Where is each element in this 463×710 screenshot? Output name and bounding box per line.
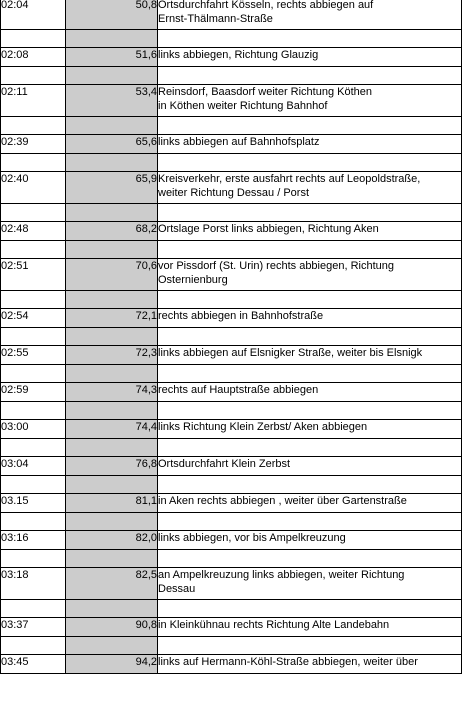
time-cell: 03:04 [1, 457, 66, 476]
direction-text: Kreisverkehr, erste ausfahrt rechts auf Leopoldstraße, [158, 173, 421, 185]
spacer-cell [1, 600, 66, 618]
km-cell: 68,2 [66, 222, 158, 241]
spacer-row [1, 550, 462, 568]
km-cell: 51,6 [66, 48, 158, 67]
spacer-cell [158, 328, 462, 346]
km-cell: 72,3 [66, 346, 158, 365]
direction-text: an Ampelkreuzung links abbiegen, weiter Richtung [158, 569, 405, 581]
spacer-cell [158, 439, 462, 457]
spacer-cell [1, 67, 66, 85]
direction-text: Reinsdorf, Baasdorf weiter Richtung Köthen [158, 86, 373, 98]
direction-text: links auf Hermann-Köhl-Straße abbiegen, weiter über [158, 656, 418, 668]
spacer-row [1, 204, 462, 222]
spacer-cell [66, 291, 158, 309]
time-cell: 02:55 [1, 346, 66, 365]
route-row [1, 655, 462, 674]
spacer-cell [1, 402, 66, 420]
direction-cell [158, 457, 462, 476]
spacer-cell [66, 637, 158, 655]
direction-cell [158, 85, 462, 117]
spacer-cell [1, 117, 66, 135]
km-cell: 65,6 [66, 135, 158, 154]
spacer-cell [158, 513, 462, 531]
time-cell: 02:48 [1, 222, 66, 241]
spacer-cell [66, 476, 158, 494]
spacer-cell [158, 291, 462, 309]
spacer-cell [158, 402, 462, 420]
spacer-cell [66, 67, 158, 85]
route-row [1, 618, 462, 637]
direction-text: Ortsdurchfahrt Kösseln, rechts abbiegen auf [158, 0, 374, 11]
route-table-body [1, 0, 462, 674]
direction-cell [158, 48, 462, 67]
direction-cell [158, 172, 462, 204]
route-row [1, 172, 462, 204]
route-row [1, 222, 462, 241]
route-row [1, 48, 462, 67]
spacer-cell [1, 439, 66, 457]
spacer-cell [158, 600, 462, 618]
spacer-cell [1, 513, 66, 531]
direction-cell [158, 494, 462, 513]
route-row [1, 346, 462, 365]
km-cell: 65,9 [66, 172, 158, 204]
direction-text: links abbiegen auf Bahnhofsplatz [158, 136, 320, 148]
spacer-row [1, 30, 462, 48]
spacer-row [1, 365, 462, 383]
km-cell: 82,0 [66, 531, 158, 550]
spacer-cell [158, 476, 462, 494]
direction-text: Dessau [158, 583, 196, 595]
km-cell: 90,8 [66, 618, 158, 637]
spacer-row [1, 439, 462, 457]
spacer-cell [66, 154, 158, 172]
km-cell: 82,5 [66, 568, 158, 600]
direction-cell [158, 346, 462, 365]
time-cell: 02:40 [1, 172, 66, 204]
direction-cell [158, 618, 462, 637]
spacer-cell [158, 67, 462, 85]
spacer-cell [1, 241, 66, 259]
direction-text: vor Pissdorf (St. Urin) rechts abbiegen, Richtung [158, 260, 394, 272]
km-cell: 50,8 [66, 0, 158, 30]
direction-cell [158, 135, 462, 154]
spacer-row [1, 637, 462, 655]
direction-text: links abbiegen auf Elsnigker Straße, weiter bis Elsnigk [158, 347, 423, 359]
spacer-cell [1, 328, 66, 346]
spacer-cell [158, 117, 462, 135]
spacer-cell [158, 30, 462, 48]
spacer-cell [66, 439, 158, 457]
spacer-row [1, 513, 462, 531]
spacer-row [1, 328, 462, 346]
km-cell: 94,2 [66, 655, 158, 674]
direction-text: Ortsdurchfahrt Klein Zerbst [158, 458, 291, 470]
time-cell: 03:37 [1, 618, 66, 637]
time-cell: 02:59 [1, 383, 66, 402]
time-cell: 03:18 [1, 568, 66, 600]
direction-text: links abbiegen, Richtung Glauzig [158, 49, 319, 61]
spacer-cell [1, 365, 66, 383]
spacer-cell [1, 204, 66, 222]
spacer-cell [158, 637, 462, 655]
spacer-cell [158, 241, 462, 259]
direction-text: in Köthen weiter Richtung Bahnhof [158, 100, 328, 112]
time-cell: 03:45 [1, 655, 66, 674]
direction-text: links abbiegen, vor bis Ampelkreuzung [158, 532, 346, 544]
direction-cell [158, 222, 462, 241]
spacer-cell [1, 637, 66, 655]
spacer-row [1, 291, 462, 309]
direction-text: Osternienburg [158, 274, 228, 286]
spacer-cell [66, 550, 158, 568]
direction-cell [158, 383, 462, 402]
direction-cell [158, 0, 462, 30]
time-cell: 02:51 [1, 259, 66, 291]
direction-cell [158, 259, 462, 291]
direction-text: in Kleinkühnau rechts Richtung Alte Landebahn [158, 619, 390, 631]
spacer-cell [66, 328, 158, 346]
time-cell: 02:54 [1, 309, 66, 328]
time-cell: 02:39 [1, 135, 66, 154]
km-cell: 76,8 [66, 457, 158, 476]
direction-text: weiter Richtung Dessau / Porst [158, 187, 310, 199]
route-row [1, 568, 462, 600]
direction-cell [158, 531, 462, 550]
spacer-cell [66, 30, 158, 48]
spacer-row [1, 67, 462, 85]
route-row [1, 259, 462, 291]
route-row [1, 135, 462, 154]
spacer-cell [66, 241, 158, 259]
spacer-cell [1, 291, 66, 309]
direction-text: in Aken rechts abbiegen , weiter über Gartenstraße [158, 495, 407, 507]
route-row [1, 531, 462, 550]
spacer-cell [66, 513, 158, 531]
route-row [1, 494, 462, 513]
route-row [1, 309, 462, 328]
km-cell: 53,4 [66, 85, 158, 117]
spacer-row [1, 600, 462, 618]
spacer-row [1, 476, 462, 494]
spacer-cell [158, 204, 462, 222]
km-cell: 81,1 [66, 494, 158, 513]
spacer-cell [1, 30, 66, 48]
spacer-cell [66, 402, 158, 420]
spacer-cell [1, 476, 66, 494]
direction-text: Ortslage Porst links abbiegen, Richtung Aken [158, 223, 379, 235]
spacer-row [1, 402, 462, 420]
direction-cell [158, 655, 462, 674]
spacer-cell [66, 600, 158, 618]
spacer-cell [66, 117, 158, 135]
route-row [1, 383, 462, 402]
route-row [1, 420, 462, 439]
time-cell: 02:04 [1, 0, 66, 30]
spacer-cell [1, 154, 66, 172]
direction-cell [158, 420, 462, 439]
direction-cell [158, 568, 462, 600]
direction-text: Ernst-Thälmann-Straße [158, 13, 273, 25]
route-row [1, 85, 462, 117]
km-cell: 70,6 [66, 259, 158, 291]
direction-text: rechts auf Hauptstraße abbiegen [158, 384, 319, 396]
spacer-row [1, 117, 462, 135]
time-cell: 02:11 [1, 85, 66, 117]
direction-cell [158, 309, 462, 328]
route-row [1, 0, 462, 30]
time-cell: 03.15 [1, 494, 66, 513]
km-cell: 74,4 [66, 420, 158, 439]
spacer-row [1, 241, 462, 259]
time-cell: 03:16 [1, 531, 66, 550]
spacer-cell [66, 204, 158, 222]
time-cell: 02:08 [1, 48, 66, 67]
time-cell: 03:00 [1, 420, 66, 439]
spacer-cell [158, 154, 462, 172]
spacer-cell [66, 365, 158, 383]
direction-text: links Richtung Klein Zerbst/ Aken abbiegen [158, 421, 368, 433]
spacer-cell [158, 365, 462, 383]
route-row [1, 457, 462, 476]
km-cell: 74,3 [66, 383, 158, 402]
direction-text: rechts abbiegen in Bahnhofstraße [158, 310, 324, 322]
spacer-cell [1, 550, 66, 568]
spacer-row [1, 154, 462, 172]
spacer-cell [158, 550, 462, 568]
km-cell: 72,1 [66, 309, 158, 328]
